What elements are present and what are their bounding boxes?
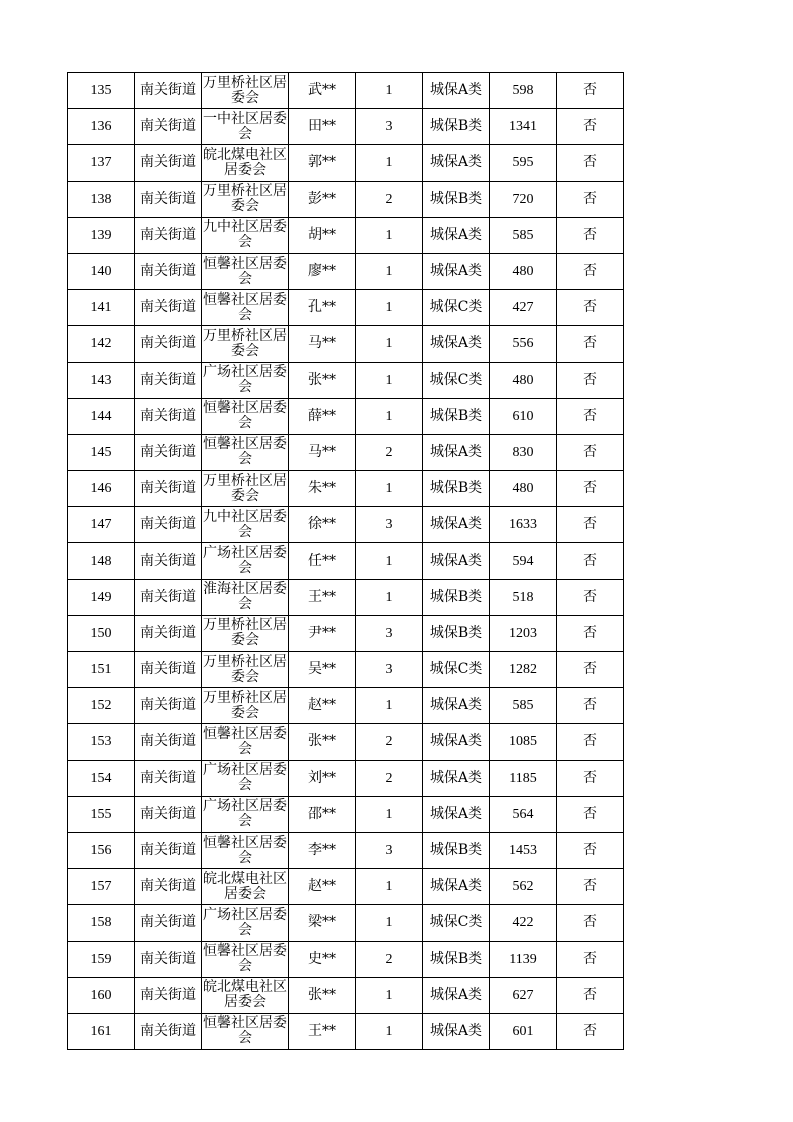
row-number: 137 [68, 145, 135, 181]
category-cell: 城保B类 [423, 398, 490, 434]
name-cell: 马** [289, 434, 356, 470]
community-cell: 皖北煤电社区居委会 [202, 869, 289, 905]
community-cell: 万里桥社区居委会 [202, 652, 289, 688]
category-cell: 城保A类 [423, 869, 490, 905]
category-cell: 城保B类 [423, 579, 490, 615]
street-cell: 南关街道 [135, 471, 202, 507]
row-number: 152 [68, 688, 135, 724]
household-count-cell: 1 [356, 1013, 423, 1049]
amount-cell: 1139 [490, 941, 557, 977]
row-number: 158 [68, 905, 135, 941]
category-cell: 城保A类 [423, 1013, 490, 1049]
name-cell: 孔** [289, 290, 356, 326]
household-count-cell: 3 [356, 109, 423, 145]
name-cell: 马** [289, 326, 356, 362]
household-count-cell: 2 [356, 181, 423, 217]
records-table-body [68, 73, 624, 1050]
category-cell: 城保A类 [423, 977, 490, 1013]
amount-cell: 594 [490, 543, 557, 579]
household-count-cell: 1 [356, 362, 423, 398]
flag-cell: 否 [557, 760, 624, 796]
street-cell: 南关街道 [135, 724, 202, 760]
household-count-cell: 1 [356, 688, 423, 724]
table-row [68, 73, 624, 109]
amount-cell: 610 [490, 398, 557, 434]
community-cell: 恒馨社区居委会 [202, 253, 289, 289]
amount-cell: 601 [490, 1013, 557, 1049]
street-cell: 南关街道 [135, 217, 202, 253]
household-count-cell: 1 [356, 543, 423, 579]
household-count-cell: 3 [356, 615, 423, 651]
category-cell: 城保C类 [423, 905, 490, 941]
street-cell: 南关街道 [135, 326, 202, 362]
flag-cell: 否 [557, 869, 624, 905]
household-count-cell: 2 [356, 760, 423, 796]
street-cell: 南关街道 [135, 941, 202, 977]
category-cell: 城保B类 [423, 941, 490, 977]
flag-cell: 否 [557, 688, 624, 724]
community-cell: 恒馨社区居委会 [202, 832, 289, 868]
row-number: 139 [68, 217, 135, 253]
community-cell: 万里桥社区居委会 [202, 615, 289, 651]
row-number: 142 [68, 326, 135, 362]
row-number: 161 [68, 1013, 135, 1049]
category-cell: 城保A类 [423, 217, 490, 253]
community-cell: 恒馨社区居委会 [202, 941, 289, 977]
street-cell: 南关街道 [135, 796, 202, 832]
row-number: 147 [68, 507, 135, 543]
amount-cell: 1453 [490, 832, 557, 868]
table-row [68, 832, 624, 868]
row-number: 140 [68, 253, 135, 289]
flag-cell: 否 [557, 181, 624, 217]
amount-cell: 595 [490, 145, 557, 181]
row-number: 135 [68, 73, 135, 109]
amount-cell: 598 [490, 73, 557, 109]
street-cell: 南关街道 [135, 145, 202, 181]
table-row [68, 941, 624, 977]
household-count-cell: 1 [356, 869, 423, 905]
name-cell: 任** [289, 543, 356, 579]
category-cell: 城保B类 [423, 181, 490, 217]
row-number: 155 [68, 796, 135, 832]
street-cell: 南关街道 [135, 977, 202, 1013]
row-number: 154 [68, 760, 135, 796]
flag-cell: 否 [557, 253, 624, 289]
amount-cell: 518 [490, 579, 557, 615]
household-count-cell: 2 [356, 434, 423, 470]
category-cell: 城保C类 [423, 652, 490, 688]
community-cell: 恒馨社区居委会 [202, 434, 289, 470]
street-cell: 南关街道 [135, 869, 202, 905]
table-row [68, 253, 624, 289]
community-cell: 九中社区居委会 [202, 217, 289, 253]
amount-cell: 585 [490, 688, 557, 724]
street-cell: 南关街道 [135, 760, 202, 796]
name-cell: 吴** [289, 652, 356, 688]
household-count-cell: 3 [356, 652, 423, 688]
category-cell: 城保A类 [423, 688, 490, 724]
name-cell: 薛** [289, 398, 356, 434]
category-cell: 城保A类 [423, 326, 490, 362]
row-number: 148 [68, 543, 135, 579]
household-count-cell: 1 [356, 796, 423, 832]
table-row [68, 398, 624, 434]
amount-cell: 556 [490, 326, 557, 362]
household-count-cell: 1 [356, 398, 423, 434]
street-cell: 南关街道 [135, 832, 202, 868]
table-row [68, 109, 624, 145]
name-cell: 刘** [289, 760, 356, 796]
flag-cell: 否 [557, 507, 624, 543]
records-table [67, 72, 624, 1050]
street-cell: 南关街道 [135, 290, 202, 326]
street-cell: 南关街道 [135, 905, 202, 941]
street-cell: 南关街道 [135, 362, 202, 398]
community-cell: 万里桥社区居委会 [202, 688, 289, 724]
household-count-cell: 1 [356, 579, 423, 615]
community-cell: 万里桥社区居委会 [202, 73, 289, 109]
row-number: 159 [68, 941, 135, 977]
flag-cell: 否 [557, 832, 624, 868]
amount-cell: 564 [490, 796, 557, 832]
amount-cell: 1203 [490, 615, 557, 651]
amount-cell: 585 [490, 217, 557, 253]
category-cell: 城保A类 [423, 760, 490, 796]
community-cell: 恒馨社区居委会 [202, 1013, 289, 1049]
street-cell: 南关街道 [135, 1013, 202, 1049]
category-cell: 城保B类 [423, 832, 490, 868]
community-cell: 万里桥社区居委会 [202, 471, 289, 507]
row-number: 144 [68, 398, 135, 434]
flag-cell: 否 [557, 796, 624, 832]
household-count-cell: 1 [356, 290, 423, 326]
name-cell: 梁** [289, 905, 356, 941]
category-cell: 城保A类 [423, 434, 490, 470]
name-cell: 赵** [289, 688, 356, 724]
category-cell: 城保B类 [423, 471, 490, 507]
street-cell: 南关街道 [135, 398, 202, 434]
community-cell: 皖北煤电社区居委会 [202, 977, 289, 1013]
table-row [68, 796, 624, 832]
table-row [68, 652, 624, 688]
flag-cell: 否 [557, 362, 624, 398]
table-row [68, 688, 624, 724]
name-cell: 廖** [289, 253, 356, 289]
name-cell: 史** [289, 941, 356, 977]
community-cell: 皖北煤电社区居委会 [202, 145, 289, 181]
amount-cell: 1282 [490, 652, 557, 688]
community-cell: 广场社区居委会 [202, 796, 289, 832]
name-cell: 武** [289, 73, 356, 109]
name-cell: 李** [289, 832, 356, 868]
street-cell: 南关街道 [135, 434, 202, 470]
flag-cell: 否 [557, 109, 624, 145]
table-row [68, 326, 624, 362]
household-count-cell: 1 [356, 977, 423, 1013]
amount-cell: 1341 [490, 109, 557, 145]
amount-cell: 1633 [490, 507, 557, 543]
household-count-cell: 1 [356, 145, 423, 181]
amount-cell: 830 [490, 434, 557, 470]
community-cell: 恒馨社区居委会 [202, 290, 289, 326]
community-cell: 九中社区居委会 [202, 507, 289, 543]
table-row [68, 145, 624, 181]
table-row [68, 760, 624, 796]
household-count-cell: 1 [356, 253, 423, 289]
flag-cell: 否 [557, 434, 624, 470]
flag-cell: 否 [557, 398, 624, 434]
amount-cell: 480 [490, 253, 557, 289]
name-cell: 徐** [289, 507, 356, 543]
amount-cell: 1185 [490, 760, 557, 796]
table-row [68, 869, 624, 905]
category-cell: 城保C类 [423, 362, 490, 398]
table-row [68, 507, 624, 543]
community-cell: 广场社区居委会 [202, 362, 289, 398]
community-cell: 万里桥社区居委会 [202, 181, 289, 217]
name-cell: 王** [289, 579, 356, 615]
flag-cell: 否 [557, 543, 624, 579]
community-cell: 万里桥社区居委会 [202, 326, 289, 362]
category-cell: 城保A类 [423, 145, 490, 181]
category-cell: 城保A类 [423, 253, 490, 289]
table-row [68, 362, 624, 398]
row-number: 141 [68, 290, 135, 326]
household-count-cell: 1 [356, 326, 423, 362]
amount-cell: 1085 [490, 724, 557, 760]
household-count-cell: 1 [356, 73, 423, 109]
flag-cell: 否 [557, 652, 624, 688]
name-cell: 王** [289, 1013, 356, 1049]
amount-cell: 627 [490, 977, 557, 1013]
flag-cell: 否 [557, 1013, 624, 1049]
category-cell: 城保A类 [423, 543, 490, 579]
name-cell: 张** [289, 724, 356, 760]
community-cell: 广场社区居委会 [202, 543, 289, 579]
row-number: 160 [68, 977, 135, 1013]
row-number: 149 [68, 579, 135, 615]
amount-cell: 562 [490, 869, 557, 905]
flag-cell: 否 [557, 977, 624, 1013]
row-number: 156 [68, 832, 135, 868]
row-number: 150 [68, 615, 135, 651]
category-cell: 城保A类 [423, 507, 490, 543]
street-cell: 南关街道 [135, 181, 202, 217]
household-count-cell: 2 [356, 724, 423, 760]
amount-cell: 422 [490, 905, 557, 941]
name-cell: 田** [289, 109, 356, 145]
flag-cell: 否 [557, 615, 624, 651]
flag-cell: 否 [557, 941, 624, 977]
category-cell: 城保B类 [423, 109, 490, 145]
flag-cell: 否 [557, 724, 624, 760]
table-row [68, 290, 624, 326]
table-row [68, 543, 624, 579]
street-cell: 南关街道 [135, 73, 202, 109]
street-cell: 南关街道 [135, 688, 202, 724]
community-cell: 广场社区居委会 [202, 905, 289, 941]
name-cell: 朱** [289, 471, 356, 507]
name-cell: 张** [289, 977, 356, 1013]
household-count-cell: 3 [356, 832, 423, 868]
household-count-cell: 1 [356, 471, 423, 507]
category-cell: 城保B类 [423, 615, 490, 651]
household-count-cell: 2 [356, 941, 423, 977]
row-number: 138 [68, 181, 135, 217]
table-row [68, 905, 624, 941]
flag-cell: 否 [557, 905, 624, 941]
row-number: 145 [68, 434, 135, 470]
row-number: 146 [68, 471, 135, 507]
flag-cell: 否 [557, 290, 624, 326]
row-number: 136 [68, 109, 135, 145]
table-row [68, 434, 624, 470]
street-cell: 南关街道 [135, 109, 202, 145]
name-cell: 胡** [289, 217, 356, 253]
table-row [68, 1013, 624, 1049]
table-row [68, 724, 624, 760]
street-cell: 南关街道 [135, 253, 202, 289]
amount-cell: 427 [490, 290, 557, 326]
community-cell: 淮海社区居委会 [202, 579, 289, 615]
row-number: 153 [68, 724, 135, 760]
amount-cell: 720 [490, 181, 557, 217]
table-row [68, 615, 624, 651]
flag-cell: 否 [557, 326, 624, 362]
flag-cell: 否 [557, 471, 624, 507]
name-cell: 尹** [289, 615, 356, 651]
flag-cell: 否 [557, 145, 624, 181]
name-cell: 郭** [289, 145, 356, 181]
row-number: 143 [68, 362, 135, 398]
amount-cell: 480 [490, 471, 557, 507]
household-count-cell: 3 [356, 507, 423, 543]
table-row [68, 471, 624, 507]
flag-cell: 否 [557, 579, 624, 615]
row-number: 157 [68, 869, 135, 905]
flag-cell: 否 [557, 217, 624, 253]
name-cell: 赵** [289, 869, 356, 905]
household-count-cell: 1 [356, 905, 423, 941]
category-cell: 城保A类 [423, 73, 490, 109]
name-cell: 张** [289, 362, 356, 398]
community-cell: 恒馨社区居委会 [202, 724, 289, 760]
street-cell: 南关街道 [135, 652, 202, 688]
street-cell: 南关街道 [135, 615, 202, 651]
street-cell: 南关街道 [135, 507, 202, 543]
name-cell: 彭** [289, 181, 356, 217]
table-row [68, 217, 624, 253]
flag-cell: 否 [557, 73, 624, 109]
amount-cell: 480 [490, 362, 557, 398]
street-cell: 南关街道 [135, 579, 202, 615]
category-cell: 城保A类 [423, 796, 490, 832]
street-cell: 南关街道 [135, 543, 202, 579]
community-cell: 广场社区居委会 [202, 760, 289, 796]
household-count-cell: 1 [356, 217, 423, 253]
row-number: 151 [68, 652, 135, 688]
table-row [68, 181, 624, 217]
community-cell: 恒馨社区居委会 [202, 398, 289, 434]
category-cell: 城保C类 [423, 290, 490, 326]
community-cell: 一中社区居委会 [202, 109, 289, 145]
category-cell: 城保A类 [423, 724, 490, 760]
table-row [68, 977, 624, 1013]
name-cell: 邵** [289, 796, 356, 832]
table-row [68, 579, 624, 615]
